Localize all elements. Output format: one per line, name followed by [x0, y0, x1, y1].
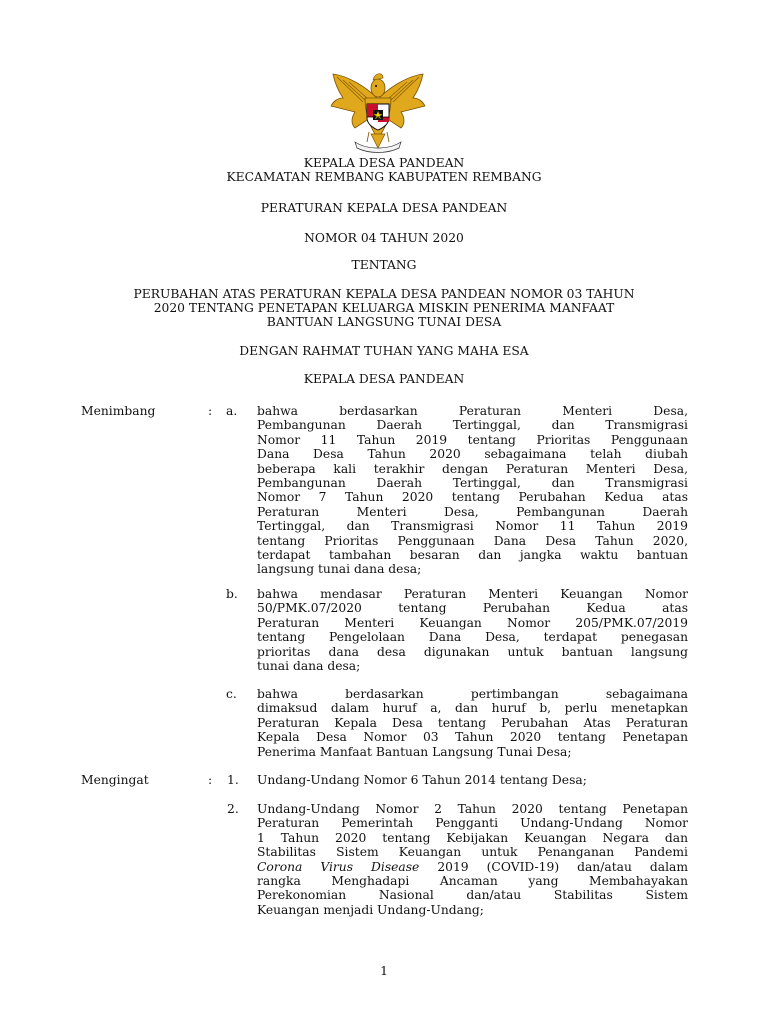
mengingat-item-1: [257, 773, 688, 787]
text-line: Dana Desa Tahun 2020 sebagaimana telah diubah: [257, 447, 688, 462]
menimbang-item-b: [257, 587, 688, 673]
regulation-subject-line: PERUBAHAN ATAS PERATURAN KEPALA DESA PANDEAN NOMOR 03 TAHUN: [133, 287, 635, 301]
text-line: Nomor 11 Tahun 2019 tentang Prioritas Penggunaan: [257, 432, 688, 447]
menimbang-item-a: [257, 404, 688, 577]
text-line: dimaksud dalam huruf a, dan huruf b, perlu menetapkan: [257, 701, 688, 716]
mengingat-item-2: [257, 802, 688, 917]
text-line: Undang-Undang Nomor 6 Tahun 2014 tentang Desa;: [257, 773, 587, 787]
regulation-about: TENTANG: [351, 258, 417, 272]
text-line: Pembangunan Daerah Tertinggal, dan Transmigrasi: [257, 418, 688, 433]
garuda-pancasila-emblem: [327, 68, 429, 158]
text-line: Penerima Manfaat Bantuan Langsung Tunai Desa;: [257, 744, 572, 759]
text-line: tentang Prioritas Penggunaan Dana Desa Tahun 2020,: [257, 533, 688, 548]
mengingat-marker-1: 1.: [227, 773, 239, 787]
authority: KEPALA DESA PANDEAN: [303, 372, 465, 386]
regulation-subject-line: 2020 TENTANG PENETAPAN KELUARGA MISKIN PENERIMA MANFAAT: [153, 301, 615, 315]
italic-phrase: Corona Virus Disease: [257, 859, 420, 874]
text-line: 1 Tahun 2020 tentang Kebijakan Keuangan Negara dan: [257, 830, 688, 845]
menimbang-label: Menimbang: [81, 404, 156, 418]
text-line: Kepala Desa Nomor 03 Tahun 2020 tentang Penetapan: [257, 730, 688, 745]
text-line: bahwa mendasar Peraturan Menteri Keuangan Nomor: [257, 587, 688, 601]
invocation: DENGAN RAHMAT TUHAN YANG MAHA ESA: [239, 344, 529, 358]
text-line: Pembangunan Daerah Tertinggal, dan Transmigrasi: [257, 476, 688, 491]
regulation-subject: [0, 287, 768, 329]
menimbang-marker-b: b.: [226, 587, 238, 601]
regulation-number: NOMOR 04 TAHUN 2020: [304, 231, 464, 245]
regulation-subject-line: BANTUAN LANGSUNG TUNAI DESA: [266, 315, 502, 329]
mengingat-colon: :: [208, 773, 213, 787]
text-line: Peraturan Kepala Desa tentang Perubahan Atas Peraturan: [257, 715, 688, 730]
text-line: Tertinggal, dan Transmigrasi Nomor 11 Tahun 2019: [257, 519, 688, 534]
text-line: Peraturan Pemerintah Pengganti Undang-Undang Nomor: [257, 816, 688, 831]
text-line: bahwa berdasarkan Peraturan Menteri Desa,: [257, 404, 688, 418]
menimbang-marker-a: a.: [226, 404, 238, 418]
text-line-mixed: [257, 860, 688, 874]
text-line: Keuangan menjadi Undang-Undang;: [257, 902, 484, 917]
page-number: 1: [380, 964, 388, 978]
text-line: tunai dana desa;: [257, 659, 361, 674]
text-line: Nomor 7 Tahun 2020 tentang Perubahan Kedua atas: [257, 490, 688, 505]
mengingat-label: Mengingat: [81, 773, 149, 787]
menimbang-colon: :: [208, 404, 213, 418]
text-line: 50/PMK.07/2020 tentang Perubahan Kedua atas: [257, 601, 688, 616]
text-line: beberapa kali terakhir dengan Peraturan Menteri Desa,: [257, 461, 688, 476]
header-line-2: KECAMATAN REMBANG KABUPATEN REMBANG: [226, 169, 542, 184]
text-line: Peraturan Menteri Keuangan Nomor 205/PMK.07/2019: [257, 615, 688, 630]
header-line-1: KEPALA DESA PANDEAN: [303, 156, 465, 170]
text-line: bahwa berdasarkan pertimbangan sebagaimana: [257, 687, 688, 701]
mengingat-marker-2: 2.: [227, 802, 239, 816]
italic-tail: 2019 (COVID-19) dan/atau dalam: [419, 859, 689, 874]
letterhead: [0, 156, 768, 183]
text-line: Perekonomian Nasional dan/atau Stabilitas Sistem: [257, 888, 688, 903]
text-line: Undang-Undang Nomor 2 Tahun 2020 tentang Penetapan: [257, 802, 688, 816]
menimbang-item-c: [257, 687, 688, 759]
text-line: rangka Menghadapi Ancaman yang Membahayakan: [257, 874, 688, 889]
text-line: Peraturan Menteri Desa, Pembangunan Daerah: [257, 504, 688, 519]
text-line: langsung tunai dana desa;: [257, 562, 422, 577]
text-line: tentang Pengelolaan Dana Desa, terdapat penegasan: [257, 630, 688, 645]
text-line: prioritas dana desa digunakan untuk bantuan langsung: [257, 644, 688, 659]
text-line: terdapat tambahan besaran dan jangka waktu bantuan: [257, 548, 688, 563]
menimbang-marker-c: c.: [226, 687, 237, 701]
text-line: Stabilitas Sistem Keuangan untuk Penanganan Pandemi: [257, 845, 688, 860]
regulation-title: PERATURAN KEPALA DESA PANDEAN: [260, 201, 508, 215]
